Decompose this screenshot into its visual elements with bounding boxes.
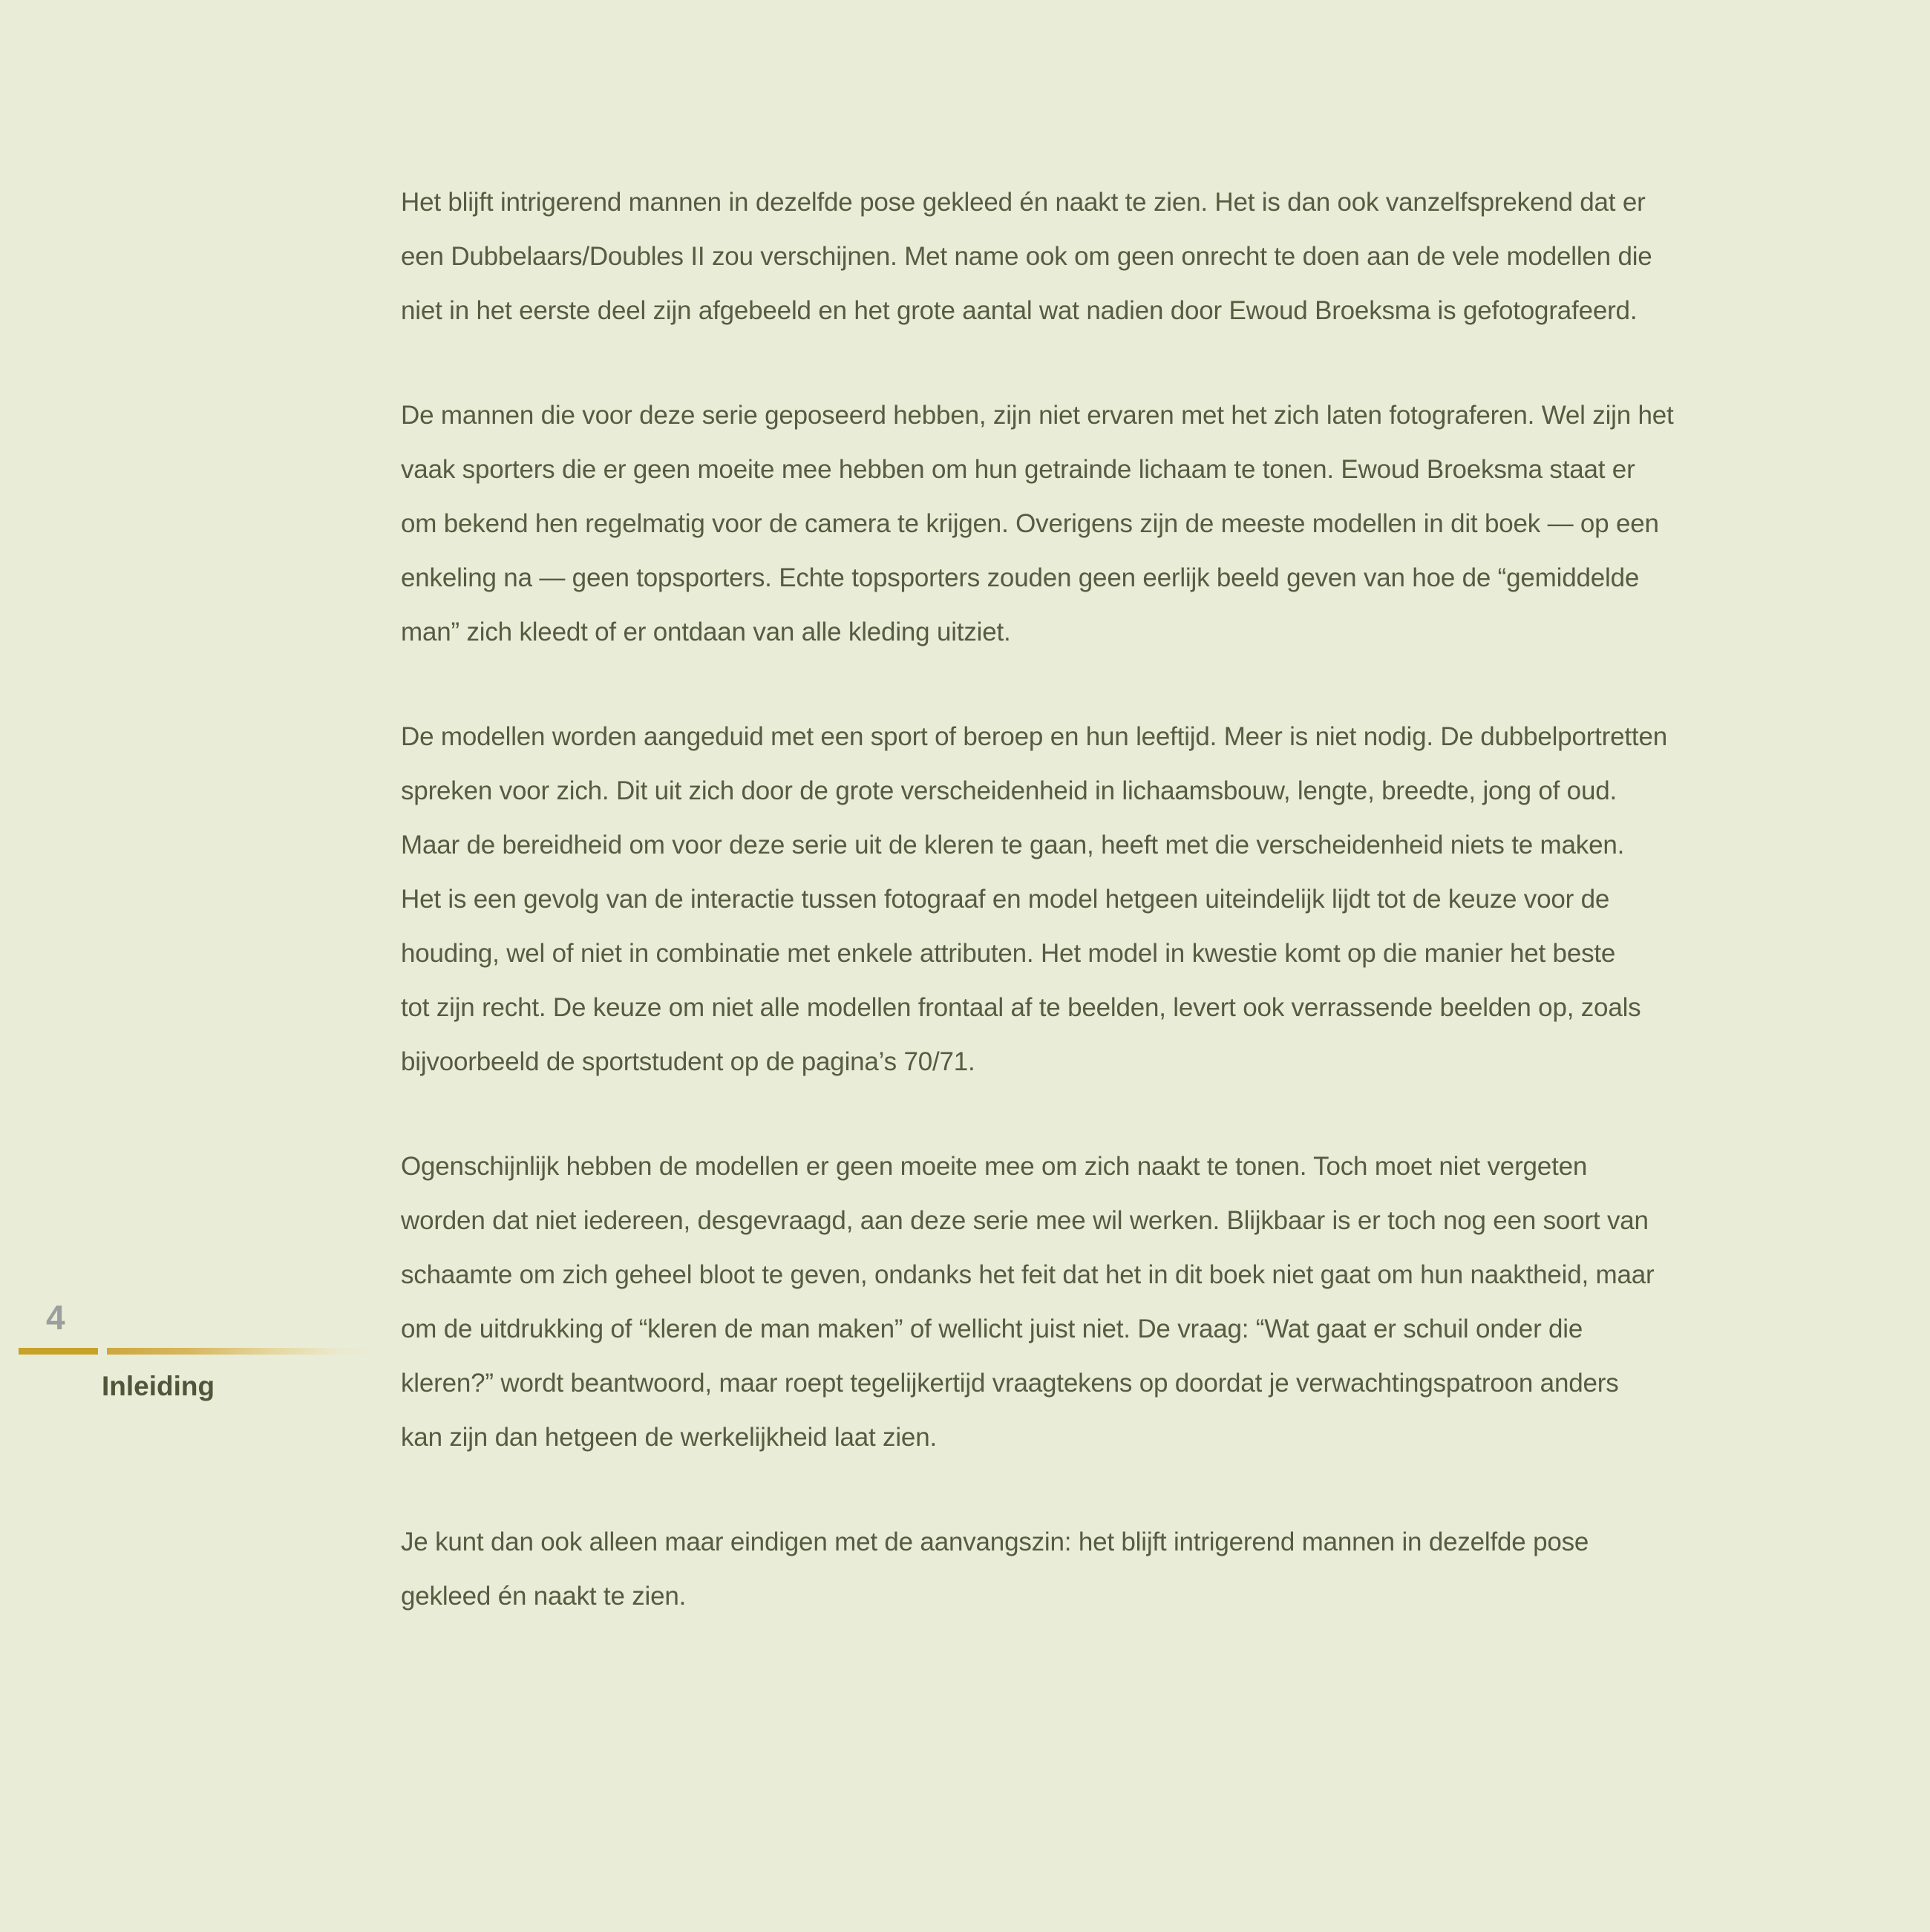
text-line: houding, wel of niet in combinatie met enkele attributen. Het model in kwestie komt op die manier het beste (401, 939, 1616, 968)
text-line: om de uitdrukking of “kleren de man maken” of wellicht juist niet. De vraag: “Wat gaat er schuil onder die (401, 1314, 1583, 1343)
text-line: De mannen die voor deze serie geposeerd hebben, zijn niet ervaren met het zich laten fotograferen. Wel zijn het (401, 401, 1674, 430)
text-line: spreken voor zich. Dit uit zich door de grote verscheidenheid in lichaamsbouw, lengte, breedte, jong of oud. (401, 776, 1617, 805)
paragraph-4 (401, 1139, 1856, 1464)
paragraph-1 (401, 175, 1856, 338)
body-text (401, 175, 1856, 1623)
rule-segment-fade (107, 1348, 380, 1355)
rule-gap (98, 1348, 107, 1355)
text-line: Ogenschijnlijk hebben de modellen er geen moeite mee om zich naakt te tonen. Toch moet niet vergeten (401, 1152, 1588, 1181)
text-line: niet in het eerste deel zijn afgebeeld en het grote aantal wat nadien door Ewoud Broeksma is gefotografeerd. (401, 296, 1638, 325)
page-number: 4 (46, 1298, 65, 1337)
text-line: Het is een gevolg van de interactie tussen fotograaf en model hetgeen uiteindelijk lijdt tot de keuze voor de (401, 885, 1610, 914)
text-line: om bekend hen regelmatig voor de camera te krijgen. Overigens zijn de meeste modellen in dit boek — op een (401, 509, 1659, 538)
text-line: kan zijn dan hetgeen de werkelijkheid laat zien. (401, 1423, 937, 1452)
section-rule (19, 1348, 380, 1355)
paragraph-5 (401, 1515, 1856, 1623)
text-line: enkeling na — geen topsporters. Echte topsporters zouden geen eerlijk beeld geven van hoe de “gemiddelde (401, 563, 1640, 592)
text-line: worden dat niet iedereen, desgevraagd, aan deze serie mee wil werken. Blijkbaar is er toch nog een soort van (401, 1206, 1649, 1235)
text-line: Het blijft intrigerend mannen in dezelfde pose gekleed én naakt te zien. Het is dan ook vanzelfsprekend dat er (401, 188, 1646, 217)
text-line: kleren?” wordt beantwoord, maar roept tegelijkertijd vraagtekens op doordat je verwachtingspatroon anders (401, 1369, 1619, 1398)
text-line: Maar de bereidheid om voor deze serie uit de kleren te gaan, heeft met die verscheidenheid niets te maken. (401, 831, 1625, 859)
text-line: man” zich kleedt of er ontdaan van alle kleding uitziet. (401, 618, 1011, 646)
text-line: tot zijn recht. De keuze om niet alle modellen frontaal af te beelden, levert ook verrassende beelden op, zoals (401, 993, 1641, 1022)
rule-segment-solid (19, 1348, 98, 1355)
text-line: een Dubbelaars/Doubles II zou verschijnen. Met name ook om geen onrecht te doen aan de vele modellen die (401, 242, 1652, 271)
text-line: bijvoorbeeld de sportstudent op de pagina’s 70/71. (401, 1047, 975, 1076)
text-line: schaamte om zich geheel bloot te geven, ondanks het feit dat het in dit boek niet gaat om hun naaktheid, maar (401, 1260, 1655, 1289)
text-line: vaak sporters die er geen moeite mee hebben om hun getrainde lichaam te tonen. Ewoud Broeksma staat er (401, 455, 1635, 484)
section-title: Inleiding (102, 1371, 215, 1401)
paragraph-3 (401, 710, 1856, 1089)
paragraph-2 (401, 388, 1856, 659)
text-line: De modellen worden aangeduid met een sport of beroep en hun leeftijd. Meer is niet nodig. De dubbelportretten (401, 722, 1667, 751)
text-line: gekleed én naakt te zien. (401, 1582, 687, 1611)
text-line: Je kunt dan ook alleen maar eindigen met de aanvangszin: het blijft intrigerend mannen in dezelfde pose (401, 1527, 1589, 1556)
